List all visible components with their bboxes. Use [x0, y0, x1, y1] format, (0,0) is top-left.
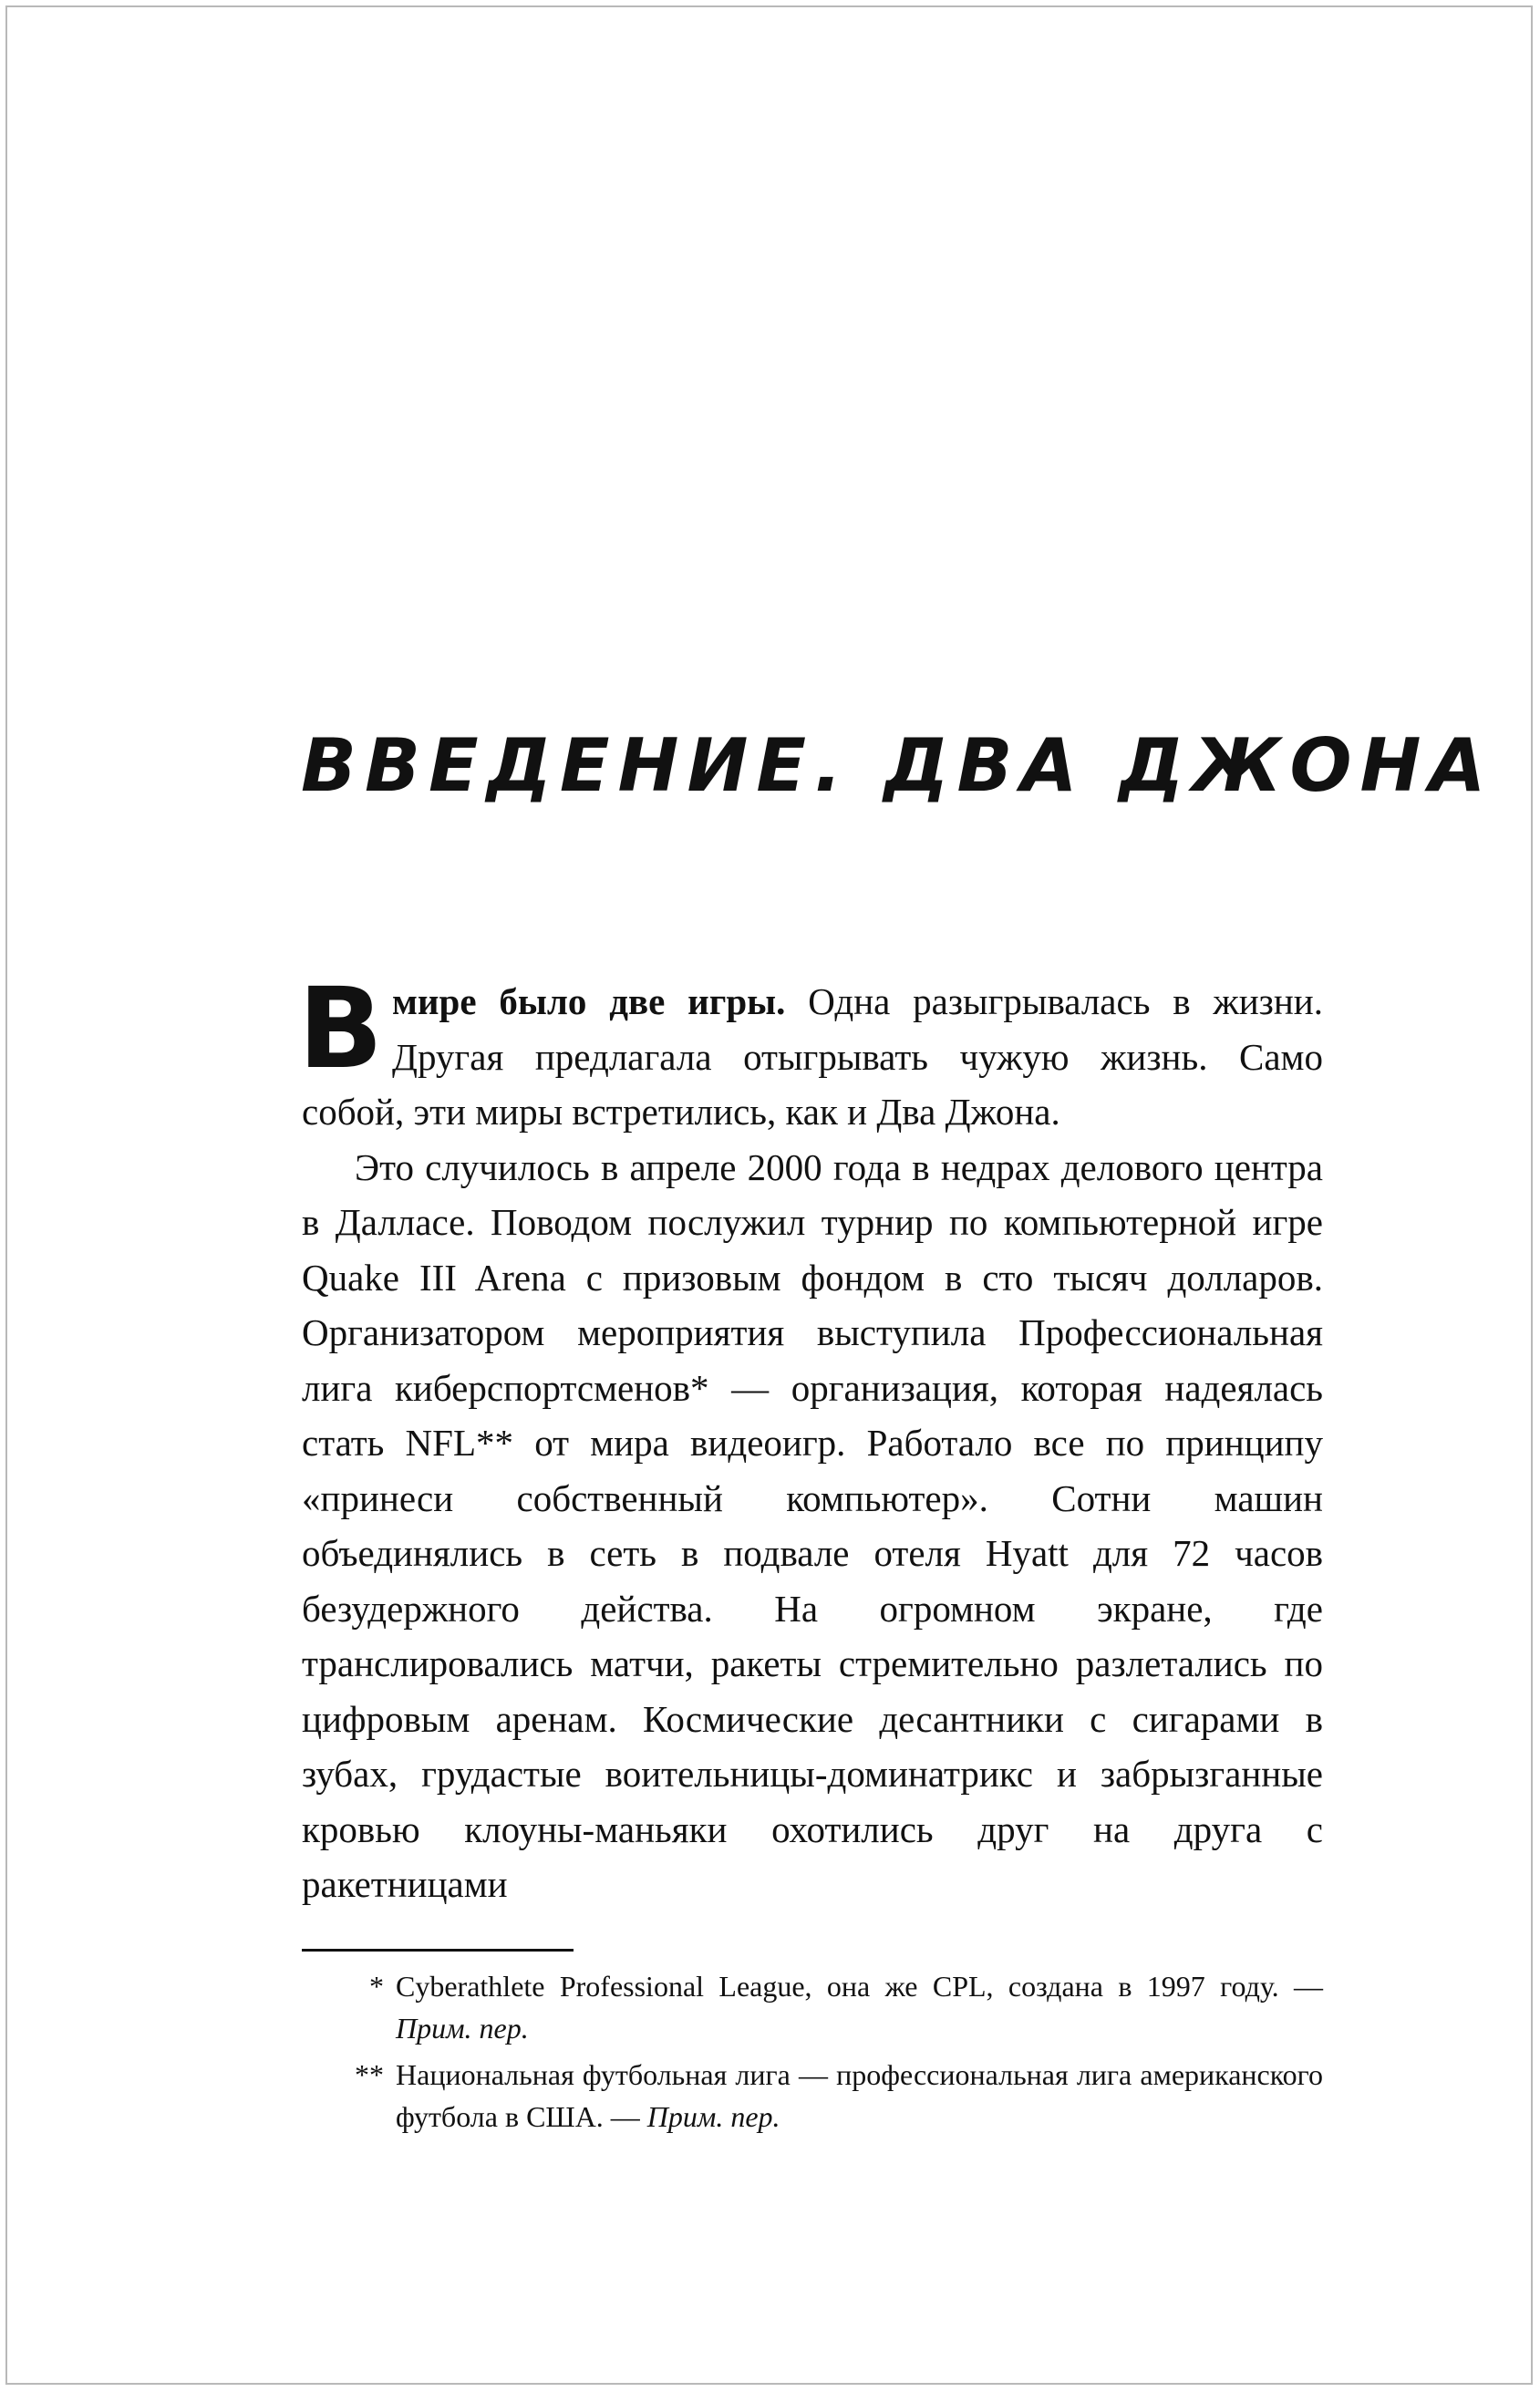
- footnote-rule: [302, 1949, 574, 1952]
- paragraph-1-text: Одна разыгрывалась в жизни. Другая предлагала отыгрывать чужую жизнь. Само собой, эти миры встретились, как и Два Джона.: [302, 980, 1323, 1133]
- footnotes: [302, 1965, 1323, 2142]
- chapter-body: [298, 964, 1324, 1912]
- chapter-title: ВВЕДЕНИЕ. ДВА ДЖОНА: [301, 723, 1494, 808]
- footnote-1: [302, 1965, 1323, 2049]
- lead-in: мире было две игры.: [392, 980, 786, 1022]
- footnote-2-text: Национальная футбольная лига — профессиональная лига американского футбола в США. —: [396, 2058, 1323, 2133]
- footnote-2: [302, 2054, 1323, 2138]
- footnote-2-note: Прим. пер.: [646, 2100, 780, 2133]
- footnote-ref-2: **: [476, 1422, 514, 1464]
- paragraph-opening: [298, 964, 1323, 1140]
- paragraph-2-part-a: Это случилось в апреле 2000 года в недрах делового центра в Далласе. Поводом послужил турнир по компьютерной игре Quake III Arena с призовым фондом в сто тысяч долларов. Организатором мероприятия выступила Профессиональная лига киберспортсменов: [302, 1145, 1323, 1409]
- paragraph-2-part-c: от мира видеоигр. Работало все по принципу «принеси собственный компьютер». Сотни машин объединялись в сеть в подвале отеля Hyatt для 72 часов безудержного действа. На огромном экране, где транслировались матчи, ракеты стремительно разлетались по цифровым аренам. Космические десантники с сигарами в зубах, грудастые воительницы-доминатрикс и забрызганные кровью клоуны-маньяки охотились друг на друга с ракетницами: [302, 1422, 1323, 1905]
- footnote-1-note: Прим. пер.: [396, 2012, 529, 2045]
- footnote-2-marker: **: [355, 2058, 384, 2091]
- footnote-1-text: Cyberathlete Professional League, она же CPL, создана в 1997 году. —: [396, 1970, 1323, 2003]
- paragraph-2: [302, 1140, 1323, 1912]
- paragraph-2-part-b: — организация, которая надеялась стать NFL: [302, 1366, 1324, 1464]
- drop-cap: В: [298, 964, 383, 1093]
- footnote-1-marker: *: [369, 1970, 384, 2003]
- footnote-ref-1: *: [690, 1366, 709, 1409]
